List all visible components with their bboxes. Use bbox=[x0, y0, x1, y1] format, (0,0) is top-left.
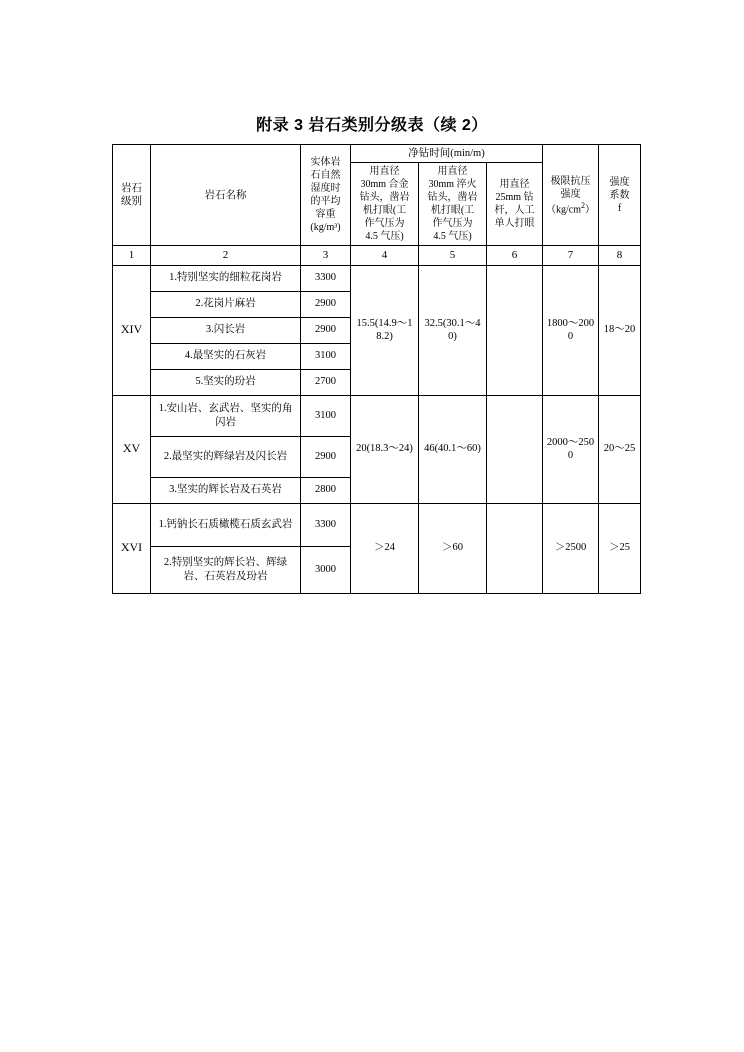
header-level bbox=[113, 145, 151, 246]
density-cell: 3100 bbox=[301, 395, 351, 436]
density-cell: 3300 bbox=[301, 503, 351, 546]
table-row bbox=[113, 503, 641, 546]
colnum-3: 3 bbox=[301, 246, 351, 265]
strength-cell: 1800～2000 bbox=[543, 265, 599, 395]
rock-name-cell: 3.坚实的辉长岩及石英岩 bbox=[151, 477, 301, 503]
rock-name-cell: 3.闪长岩 bbox=[151, 317, 301, 343]
header-density-line3: 湿度时 bbox=[310, 183, 341, 195]
header-level-line2: 级别 bbox=[121, 196, 142, 208]
h4l2: 30mm 合金 bbox=[360, 179, 409, 191]
density-cell: 3300 bbox=[301, 265, 351, 291]
header-drill-25mm-manual bbox=[487, 163, 543, 246]
drill-manual-cell bbox=[487, 265, 543, 395]
rock-name-cell: 2.最坚实的辉绿岩及闪长岩 bbox=[151, 436, 301, 477]
colnum-4: 4 bbox=[351, 246, 419, 265]
table-row bbox=[113, 265, 641, 291]
colnum-6: 6 bbox=[487, 246, 543, 265]
factor-cell: 20～25 bbox=[599, 395, 641, 503]
h6l3: 杆，人工 bbox=[494, 205, 535, 217]
header-factor bbox=[599, 145, 641, 246]
h5l2: 30mm 淬火 bbox=[428, 179, 477, 191]
colnum-2: 2 bbox=[151, 246, 301, 265]
header-density-line2: 石自然 bbox=[310, 170, 341, 182]
factor-cell: ＞25 bbox=[599, 503, 641, 593]
level-cell: XIV bbox=[113, 265, 151, 395]
table-header-row-1 bbox=[113, 145, 641, 163]
level-cell: XVI bbox=[113, 503, 151, 593]
table-row bbox=[113, 395, 641, 436]
header-rock-name: 岩石名称 bbox=[151, 145, 301, 246]
h5l4: 机打眼(工 bbox=[430, 205, 475, 217]
header-drill-30mm-alloy bbox=[351, 163, 419, 246]
colnum-7: 7 bbox=[543, 246, 599, 265]
h4l3: 钻头，凿岩 bbox=[359, 192, 410, 204]
h4l4: 机打眼(工 bbox=[362, 205, 407, 217]
colnum-1: 1 bbox=[113, 246, 151, 265]
h6l4: 单人打眼 bbox=[494, 218, 535, 230]
h6l2: 25mm 钻 bbox=[495, 192, 534, 204]
strength-cell: 2000～2500 bbox=[543, 395, 599, 503]
strength-cell: ＞2500 bbox=[543, 503, 599, 593]
colnum-5: 5 bbox=[419, 246, 487, 265]
density-cell: 2900 bbox=[301, 291, 351, 317]
h5l1: 用直径 bbox=[437, 166, 468, 178]
header-strength-line2: 强度 bbox=[560, 188, 581, 200]
rock-name-cell: 4.最坚实的石灰岩 bbox=[151, 343, 301, 369]
header-level-line1: 岩石 bbox=[121, 182, 142, 194]
header-drill-time-group: 净钻时间(min/m) bbox=[351, 145, 543, 163]
header-density-line5: 容重 bbox=[315, 209, 336, 221]
h5l6: 4.5 气压) bbox=[433, 231, 472, 243]
density-cell: 2900 bbox=[301, 436, 351, 477]
rock-name-cell: 5.坚实的玢岩 bbox=[151, 369, 301, 395]
density-cell: 2700 bbox=[301, 369, 351, 395]
drill-alloy-cell: ＞24 bbox=[351, 503, 419, 593]
rock-name-cell: 1.安山岩、玄武岩、坚实的角闪岩 bbox=[151, 395, 301, 436]
table-column-number-row bbox=[113, 246, 641, 265]
table bbox=[112, 144, 641, 594]
h6l1: 用直径 bbox=[499, 179, 530, 191]
drill-alloy-cell: 20(18.3～24) bbox=[351, 395, 419, 503]
density-cell: 3100 bbox=[301, 343, 351, 369]
density-cell: 3000 bbox=[301, 546, 351, 593]
rock-classification-table bbox=[112, 144, 636, 594]
rock-name-cell: 2.花岗片麻岩 bbox=[151, 291, 301, 317]
density-cell: 2900 bbox=[301, 317, 351, 343]
page-title: 附录 3 岩石类别分级表（续 2） bbox=[256, 117, 488, 134]
drill-quench-cell: 46(40.1～60) bbox=[419, 395, 487, 503]
rock-name-cell: 1.特别坚实的细粒花岗岩 bbox=[151, 265, 301, 291]
header-factor-line3: f bbox=[617, 202, 622, 214]
colnum-8: 8 bbox=[599, 246, 641, 265]
drill-manual-cell bbox=[487, 503, 543, 593]
header-density-line4: 的平均 bbox=[310, 196, 341, 208]
h5l5: 作气压为 bbox=[432, 218, 473, 230]
header-strength-line1: 极限抗压 bbox=[550, 175, 591, 187]
rock-name-cell: 1.钙钠长石质橄榄石质玄武岩 bbox=[151, 503, 301, 546]
drill-quench-cell: 32.5(30.1～40) bbox=[419, 265, 487, 395]
rock-name-cell: 2.特别坚实的辉长岩、辉绿岩、石英岩及玢岩 bbox=[151, 546, 301, 593]
header-strength-line3: $(kg/cm^2)$ bbox=[546, 200, 596, 215]
header-strength bbox=[543, 145, 599, 246]
h4l5: 作气压为 bbox=[364, 218, 405, 230]
header-factor-line2: 系数 bbox=[609, 189, 630, 201]
header-density-line1: 实体岩 bbox=[310, 157, 341, 169]
header-density-line6: (kg/m³) bbox=[310, 222, 341, 234]
h4l1: 用直径 bbox=[369, 166, 400, 178]
header-drill-30mm-quench bbox=[419, 163, 487, 246]
header-factor-line1: 强度 bbox=[609, 176, 630, 188]
density-cell: 2800 bbox=[301, 477, 351, 503]
level-cell: XV bbox=[113, 395, 151, 503]
drill-manual-cell bbox=[487, 395, 543, 503]
drill-alloy-cell: 15.5(14.9～18.2) bbox=[351, 265, 419, 395]
h5l3: 钻头，凿岩 bbox=[427, 192, 478, 204]
factor-cell: 18～20 bbox=[599, 265, 641, 395]
h4l6: 4.5 气压) bbox=[365, 231, 404, 243]
header-density bbox=[301, 145, 351, 246]
drill-quench-cell: ＞60 bbox=[419, 503, 487, 593]
header-strength-sup: 2 bbox=[581, 200, 586, 210]
